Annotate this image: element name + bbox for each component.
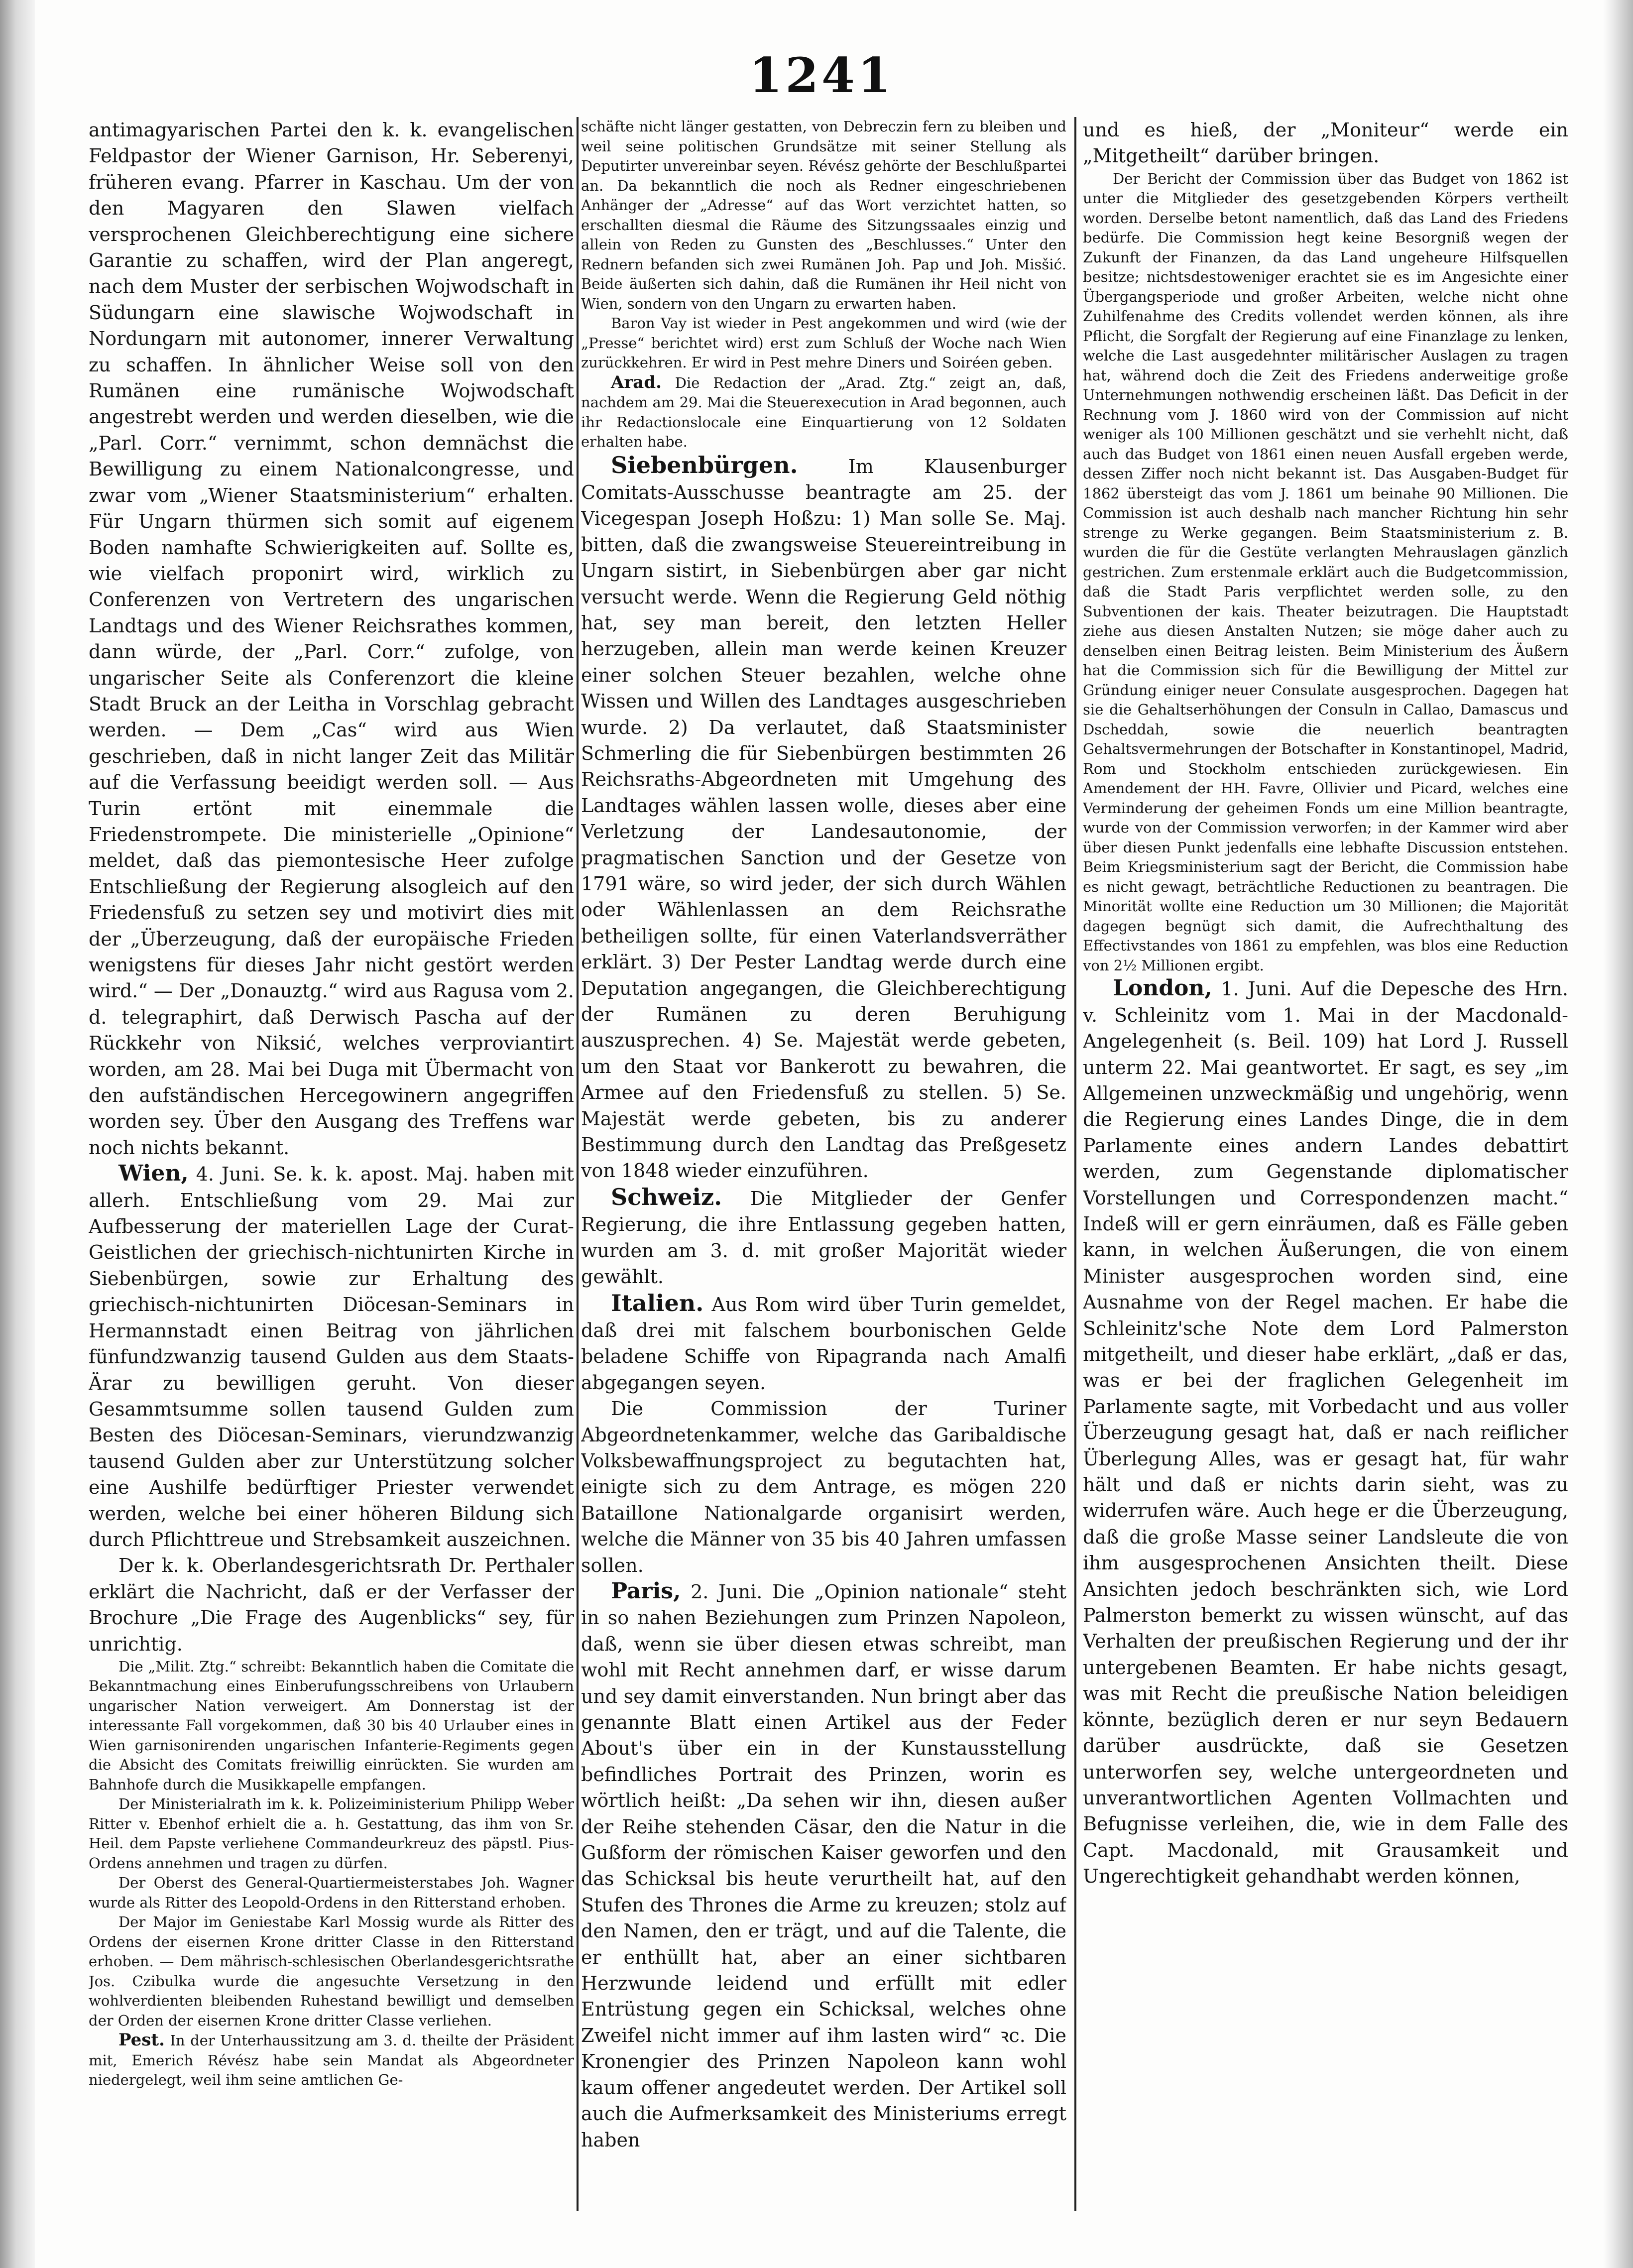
article-paragraph-small: Die „Milit. Ztg.“ schreibt: Bekanntlich haben die Comitate die Bekanntmachung eines Einberufungsschreibens von Urlaubern ungarischer Nation verweigert. Am Donnerstag ist der interessante Fall vorgekommen, daß 30 bis 40 Urlauber eines in Wien garnisonirenden ungarischen Infanterie-Regiments gegen die Absicht des Comitats freiwillig einrückten. Sie wurden am Bahnhofe durch die Musikkapelle empfangen. (89, 1658, 574, 1793)
dateline: London, (1113, 975, 1212, 1001)
article-paragraph-schweiz (581, 1184, 1066, 1290)
paragraph-text: 4. Juni. Se. k. k. apost. Maj. haben mit allerh. Entschließung vom 29. Mai zur Aufbesserung der materiellen Lage der Curat-Geistlichen der griechisch-nichtunirten Kirche in Siebenbürgen, sowie zur Erhaltung des griechisch-nichtunirten Diöcesan-Seminars in Hermannstadt einen Beitrag von jährlichen fünfundzwanzig tausend Gulden aus dem Staats-Ärar zu bewilligen geruht. Von dieser Gesammtsumme sollen tausend Gulden zum Besten des Diöcesan-Seminars, vierundzwanzig tausend Gulden aber zur Unterstützung solcher eine Aushilfe bedürftiger Priester verwendet werden, welche bei einer höheren Bildung sich durch Pflichttreue und Strebsamkeit auszeichnen. (89, 1163, 574, 1551)
page-edge-shadow (1603, 0, 1633, 2268)
paragraph-text: Aus Rom wird über Turin gemeldet, daß drei mit falschem bourbonischen Gelde beladene Schiffe von Ripagranda nach Amalfi abgegangen seyen. (581, 1293, 1066, 1394)
section-heading: Italien. (611, 1289, 704, 1316)
article-paragraph-small: Der Bericht der Commission über das Budget von 1862 ist unter die Mitglieder des gesetzgebenden Körpers vertheilt worden. Derselbe betont namentlich, daß das Land des Friedens bedürfe. Die Commission hegt keine Besorgniß wegen der Zukunft der Finanzen, da das Land ungeheure Hilfsquellen besitze; nichtsdestoweniger erachtet sie es im Angesichte einer Übergangsperiode und großer Arbeiten, welche nicht ohne Zuhilfenahme des Credits vollendet werden können, als ihre Pflicht, die Sorgfalt der Regierung auf eine Finanzlage zu lenken, welche die Last ausgedehnter militärischer Auslagen zu tragen hat, während doch die Zeit des Friedens anderweitige große Unternehmungen nothwendig erscheinen läßt. Das Deficit in der Rechnung vom J. 1860 wird von der Commission auf nicht weniger als 100 Millionen geschätzt und sie verhehlt nicht, daß auch das Budget von 1861 einen neuen Ausfall ergeben werde, dessen Ziffer noch nicht bekannt ist. Das Ausgaben-Budget für 1862 übersteigt das vom J. 1861 um beinahe 90 Millionen. Die Commission ist auch deshalb nach mancher Richtung hin sehr strenge zu Werke gegangen. Beim Staatsministerium z. B. wurden die für die Gestüte verlangten Mehrauslagen gänzlich gestrichen. Zum erstenmale erklärt auch die Budgetcommission, daß die Stadt Paris verpflichtet werden solle, zu den Subventionen der kais. Theater beizutragen. Die Hauptstadt ziehe aus diesen Anstalten Nutzen; sie möge daher auch zu denselben einen Beitrag leisten. Beim Ministerium des Äußern hat die Commission sich für die Bewilligung der Mittel zur Gründung einiger neuer Consulate ausgesprochen. Dagegen hat sie die Gehaltserhöhungen der Consuln in Callao, Damascus und Dscheddah, sowie die neuerlich beantragten Gehaltsvermehrungen der Botschafter in Konstantinopel, Madrid, Rom und Stockholm entschieden zurückgewiesen. Ein Amendement der HH. Favre, Ollivier und Picard, welches eine Verminderung der geheimen Fonds um eine Million beantragte, wurde von der Commission verworfen; in der Kammer wird aber über diesen Punkt jedenfalls eine lebhafte Discussion entstehen. Beim Kriegsministerium sagt der Bericht, die Commission habe es nicht gewagt, beträchtliche Reductionen zu beantragen. Die Minorität wollte eine Reduction um 30 Millionen; die Majorität dagegen begnügt sich damit, die Aufrechthaltung des Effectivstandes von 1861 zu empfehlen, was blos eine Reduction von 2½ Millionen ergibt. (1083, 170, 1568, 974)
column-divider-1 (577, 117, 579, 2211)
section-heading: Siebenbürgen. (611, 451, 798, 478)
article-paragraph-small: schäfte nicht länger gestatten, von Debreczin fern zu bleiben und weil seine politischen Grundsätze mit seiner Stellung als Deputirter unvereinbar seyen. Révész gehörte der Beschlußpartei an. Da bekanntlich die noch als Redner eingeschriebenen Anhänger der „Adresse“ auf das Wort verzichtet hatten, so erschallten diesmal die Räume des Sitzungssaales einzig und allein von Reden zu Gunsten des „Beschlusses.“ Unter den Rednern befanden sich zwei Rumänen Joh. Pap und Joh. Misšić. Beide äußerten sich dahin, daß die Rumänen ihr Heil nicht von Wien, sondern von den Ungarn zu erwarten haben. (581, 118, 1066, 312)
paragraph-text: Im Klausenburger Comitats-Ausschusse beantragte am 25. der Vicegespan Joseph Hoßzu: 1) Man solle Se. Maj. bitten, daß die zwangsweise Steuereintreibung in Ungarn sistirt, in Siebenbürgen aber gar nicht versucht werde. Wenn die Regierung Geld nöthig hat, sey man bereit, den letzten Heller herzugeben, allein man werde keinen Kreuzer einer solchen Steuer bezahlen, welche ohne Wissen und Willen des Landtages ausgeschrieben wurde. 2) Da verlautet, daß Staatsminister Schmerling die für Siebenbürgen bestimmten 26 Reichsraths-Abgeordneten mit Umgehung des Landtages wählen lassen wolle, dieses aber eine Verletzung der Landesautonomie, der pragmatischen Sanction und der Gesetze von 1791 wäre, so wird jeder, der sich durch Wählen oder Wählenlassen an dem Reichsrathe betheiligen sollte, für einen Vaterlandsverräther erklärt. 3) Der Pester Landtag werde durch eine Deputation angegangen, die Gleichberechtigung der Rumänen zu deren Beruhigung auszusprechen. 4) Se. Majestät werde gebeten, um den Staat vor Bankerott zu bewahren, die Armee auf den Friedensfuß zu stellen. 5) Se. Majestät werde gebeten, bis zu anderer Bestimmung durch den Landtag das Preßgesetz von 1848 wieder einzuführen. (581, 455, 1066, 1182)
paragraph-text: Die Redaction der „Arad. Ztg.“ zeigt an, daß, nachdem am 29. Mai die Steuerexecution in Arad begonnen, auch ihr Redactionslocale eine Einquartierung von 12 Soldaten erhalten habe. (581, 374, 1066, 450)
dateline: Wien, (118, 1161, 189, 1187)
article-paragraph-small: Der Oberst des General-Quartiermeisterstabes Joh. Wagner wurde als Ritter des Leopold-Ordens in den Ritterstand erhoben. (89, 1874, 574, 1911)
paragraph-text: 1. Juni. Auf die Depesche des Hrn. v. Schleinitz vom 1. Mai in der Macdonald-Angelegenheit (s. Beil. 109) hat Lord J. Russell unterm 22. Mai geantwortet. Er sagt, es sey „im Allgemeinen unzweckmäßig und ungehörig, wenn die Regierung eines Landes Dinge, die in dem Parlamente eines andern Landes debattirt werden, zum Gegenstande diplomatischer Vorstellungen und Correspondenzen macht.“ Indeß will er gern einräumen, daß es Fälle geben kann, in welchen Äußerungen, die von einem Minister ausgesprochen worden sind, eine Ausnahme von der Regel machen. Er habe die Schleinitz'sche Note dem Lord Palmerston mitgetheilt, und dieser habe erklärt, „daß er das, was er bei der fraglichen Gelegenheit im Parlamente sagte, mit Vorbedacht und aus voller Überzeugung gesagt hat, daß er nach reiflicher Überlegung Alles, was er gesagt hat, für wahr hält und daß er nichts darin sieht, was zu widerrufen wäre. Auch hege er die Überzeugung, daß die große Masse seiner Landsleute die von ihm ausgesprochenen Ansichten theilt. Diese Ansichten jedoch beschränkten sich, wie Lord Palmerston bemerkt zu wissen wünscht, auf das Verhalten der preußischen Regierung und der ihr untergebenen Beamten. Er habe nichts gesagt, was mit Recht die preußische Nation beleidigen könnte, bezüglich deren er nur seyn Bedauern darüber ausdrückte, daß sie Gesetzen unterworfen sey, welche untergeordneten und unverantwortlichen Agenten Vollmachten und Befugnisse verleihen, die, wie in dem Falle des Capt. Macdonald, mit Grausamkeit und Ungerechtigkeit gehandhabt werden können, (1083, 978, 1568, 1888)
article-paragraph-wien (89, 1161, 574, 1552)
article-paragraph-small: Der Ministerialrath im k. k. Polizeiministerium Philipp Weber Ritter v. Ebenhof erhielt die a. h. Gestattung, das ihm von Sr. Heil. dem Papste verliehene Commandeurkreuz des päpstl. Pius-Ordens annehmen und tragen zu dürfen. (89, 1795, 574, 1872)
dateline: Paris, (611, 1578, 681, 1604)
article-paragraph-pest (89, 2030, 574, 2090)
article-paragraph-siebenbuergen (581, 452, 1066, 1184)
article-paragraph-italien (581, 1290, 1066, 1396)
paragraph-text: In der Unterhaussitzung am 3. d. theilte der Präsident mit, Emerich Révész habe sein Mandat als Abgeordneter niedergelegt, weil ihm seine amtlichen Ge- (89, 2032, 574, 2089)
column-1 (89, 117, 574, 2208)
dateline: Arad. (611, 372, 662, 392)
page-number: 1241 (749, 47, 894, 104)
article-paragraph: Die Commission der Turiner Abgeordnetenkammer, welche das Garibaldische Volksbewaffnungsproject zu begutachten hat, einigte sich zu dem Antrage, es mögen 220 Bataillone Nationalgarde organisirt werden, welche die Männer von 35 bis 40 Jahren umfassen sollen. (581, 1398, 1066, 1576)
article-paragraph-paris (581, 1578, 1066, 2153)
paragraph-text: 2. Juni. Die „Opinion nationale“ steht in so nahen Beziehungen zum Prinzen Napoleon, daß, wenn sie über diesen etwas schreibt, man wohl mit Recht annehmen darf, er wisse darum und sey damit einverstanden. Nun bringt aber das genannte Blatt einen Artikel aus der Feder About's über ein in der Kunstausstellung befindliches Portrait des Prinzen, worin es wörtlich heißt: „Da sehen wir ihn, diesen außer der Reihe stehenden Cäsar, den die Natur in die Gußform der römischen Kaiser geworfen und den das Schicksal bis heute verurtheilt hat, auf den Stufen des Thrones die Arme zu kreuzen; stolz auf den Namen, den er trägt, und auf die Talente, die er enthüllt hat, aber an einer sichtbaren Herzwunde leidend und erfüllt mit edler Entrüstung gegen ein Schicksal, welches ohne Zweifel nicht immer auf ihm lasten wird“ ꝛc. Die Kronengier des Prinzen Napoleon kann wohl kaum offener angedeutet werden. Der Artikel soll auch die Aufmerksamkeit des Ministeriums erregt haben (581, 1580, 1066, 2151)
section-heading: Schweiz. (611, 1183, 722, 1210)
article-paragraph: und es hieß, der „Moniteur“ werde ein „Mitgetheilt“ darüber bringen. (1083, 119, 1568, 167)
article-paragraph-small: Der Major im Geniestabe Karl Mossig wurde als Ritter des Ordens der eisernen Krone dritter Classe in den Ritterstand erhoben. — Dem mährisch-schlesischen Oberlandesgerichtsrathe Jos. Czibulka wurde die angesuchte Versetzung in den wohlverdienten bleibenden Ruhestand bewilligt und demselben der Orden der eisernen Krone dritter Classe verliehen. (89, 1913, 574, 2029)
dateline: Pest. (118, 2030, 165, 2050)
column-2 (581, 117, 1066, 2208)
article-paragraph-london (1083, 975, 1568, 1889)
column-divider-2 (1074, 117, 1076, 2211)
article-paragraph: Der k. k. Oberlandesgerichtsrath Dr. Perthaler erklärt die Nachricht, daß er der Verfasser der Brochure „Die Frage des Augenblicks“ sey, für unrichtig. (89, 1554, 574, 1655)
article-paragraph-small: Baron Vay ist wieder in Pest angekommen und wird (wie der „Presse“ berichtet wird) erst zum Schluß der Woche nach Wien zurückkehren. Er wird in Pest mehre Diners und Soiréen geben. (581, 315, 1066, 371)
article-paragraph-arad (581, 373, 1066, 452)
column-3 (1083, 117, 1568, 2208)
article-paragraph: antimagyarischen Partei den k. k. evangelischen Feldpastor der Wiener Garnison, Hr. Seberenyi, früheren evang. Pfarrer in Kaschau. Um der von den Magyaren den Slawen vielfach versprochenen Gleichberechtigung eine sichere Garantie zu schaffen, wird der Plan angeregt, nach dem Muster der serbischen Wojwodschaft in Südungarn eine slawische Wojwodschaft in Nordungarn mit autonomer, innerer Verwaltung zu schaffen. In ähnlicher Weise soll von den Rumänen eine rumänische Wojwodschaft angestrebt werden und werden dieselben, wie die „Parl. Corr.“ vernimmt, schon demnächst die Bewilligung zu einem Nationalcongresse, und zwar vom „Wiener Staatsministerium“ erhalten. Für Ungarn thürmen sich somit auf eigenem Boden namhafte Schwierigkeiten auf. Sollte es, wie vielfach proponirt wird, wirklich zu Conferenzen von Vertretern des ungarischen Landtags und des Wiener Reichsrathes kommen, dann würde, der „Parl. Corr.“ zufolge, von ungarischer Seite als Conferenzort die kleine Stadt Bruck an der Leitha in Vorschlag gebracht werden. — Dem „Cas“ wird aus Wien geschrieben, daß in nicht langer Zeit das Militär auf die Verfassung beeidigt werden soll. — Aus Turin ertönt mit einemmale die Friedenstrompete. Die ministerielle „Opinione“ meldet, daß das piemontesische Heer zufolge Entschließung der Regierung alsogleich auf den Friedensfuß zu setzen sey und motivirt dies mit der „Überzeugung, daß der europäische Frieden wenigstens für dieses Jahr nicht gestört werden wird.“ — Der „Donauztg.“ wird aus Ragusa vom 2. d. telegraphirt, daß Derwisch Pascha auf der Rückkehr von Niksić, welches verproviantirt worden, am 28. Mai bei Duga mit Übermacht von den aufständischen Hercegowinern angegriffen worden sey. Über den Ausgang des Treffens war noch nichts bekannt. (89, 119, 574, 1159)
paragraph-text: Die Mitglieder der Genfer Regierung, die ihre Entlassung gegeben hatten, wurden am 3. d. mit großer Majorität wieder gewählt. (581, 1187, 1066, 1288)
page-binding-shadow (0, 0, 35, 2268)
